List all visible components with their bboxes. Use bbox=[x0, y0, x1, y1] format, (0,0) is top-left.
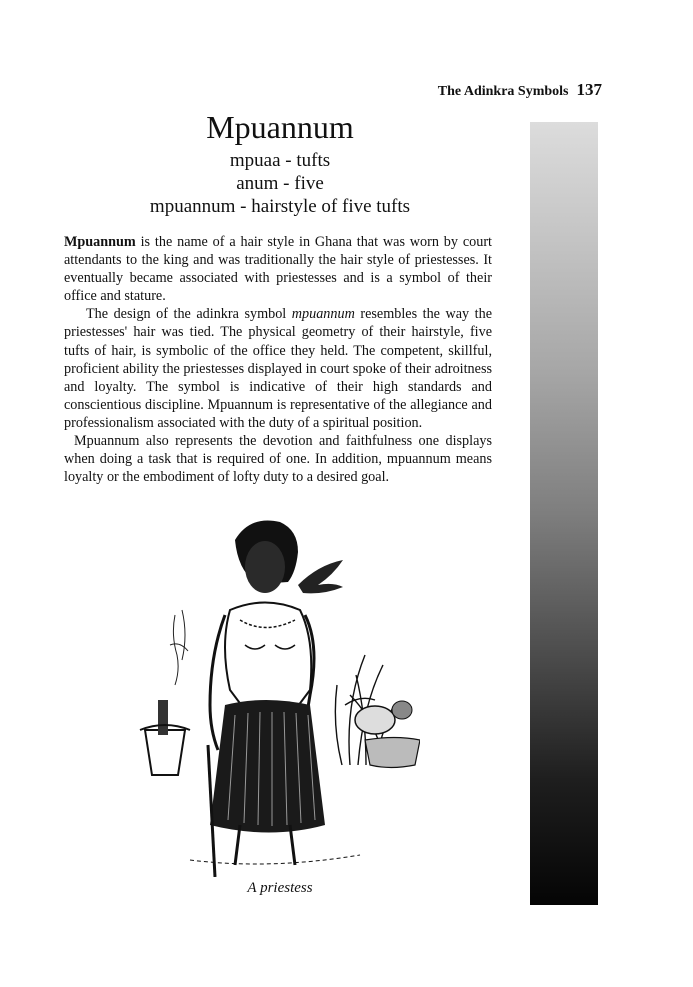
subtitle-line-3: mpuannum - hairstyle of five tufts bbox=[149, 196, 411, 217]
paragraph-1-text: is the name of a hair style in Ghana that was worn by court attendants to the king and was traditionally the hair style of priestesses. It eventually became associated with priestesses and is a symbol of their office and stature. bbox=[64, 234, 492, 305]
term-mpuannum: Mpuannum bbox=[64, 234, 136, 250]
figure-skirt bbox=[210, 700, 325, 833]
running-title: The Adinkra Symbols bbox=[437, 84, 569, 99]
paragraph-2-text-b: resembles the way the priestesses' hair was tied. The physical geometry of their hairstyle, five tufts of hair, is symbolic of the office they held. The competent, skillful, proficient ability the priestesses displayed in court spoke of their adroitness and loyalty. The symbol is indicative of their high standards and conscientious discipline. Mpuannum is representative of the allegiance and professionalism associated with the duty of a spiritual position. bbox=[64, 306, 493, 431]
figure-head bbox=[235, 520, 343, 593]
figure-caption: A priestess bbox=[247, 880, 313, 896]
priestess-illustration bbox=[130, 515, 420, 877]
paragraph-1 bbox=[64, 233, 492, 305]
subtitle-line-2: anum - five bbox=[236, 173, 324, 194]
paragraph-2 bbox=[64, 305, 492, 432]
decorative-gradient-bar bbox=[530, 122, 598, 905]
running-head bbox=[380, 80, 602, 100]
page-title: Mpuannum bbox=[206, 109, 354, 145]
paragraph-2-italic-term: mpuannum bbox=[291, 306, 355, 323]
mortar-shape bbox=[140, 700, 190, 775]
subtitle-line-1: mpuaa - tufts bbox=[229, 150, 331, 171]
paragraph-3: Mpuannum also represents the devotion and faithfulness one displays when doing a task that is required of one. In addition, mpuannum means loyalty or the embodiment of lofty duty to a desired goal. bbox=[64, 433, 492, 486]
body-text bbox=[64, 233, 492, 486]
paragraph-2-text-a: The design of the adinkra symbol bbox=[86, 306, 292, 323]
page-number: 137 bbox=[576, 80, 602, 99]
